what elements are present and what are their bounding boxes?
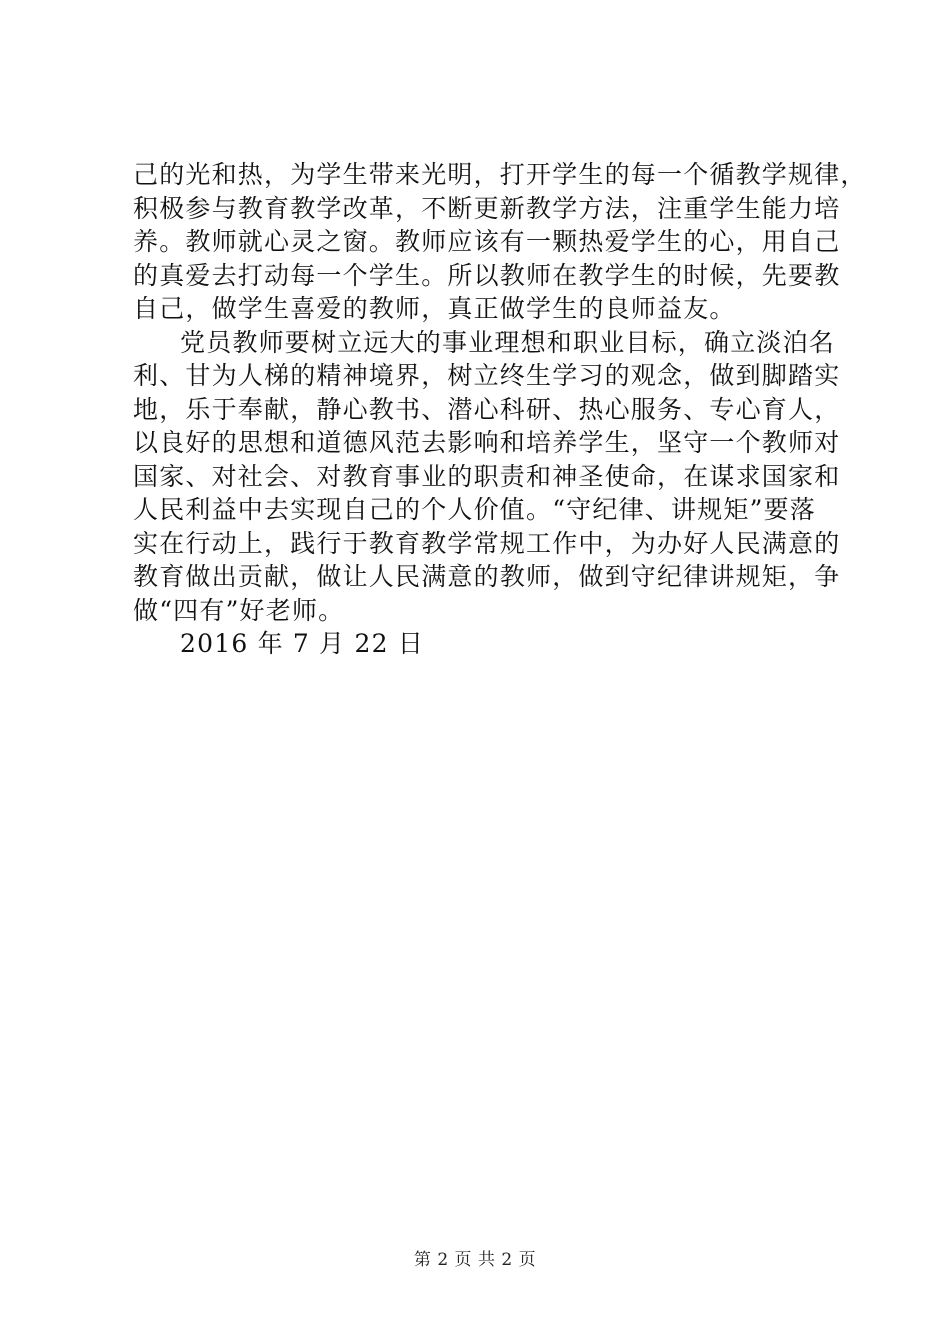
document-body <box>133 158 867 661</box>
paragraph-line: 教育做出贡献，做让人民满意的教师，做到守纪律讲规矩，争 <box>133 562 841 591</box>
paragraph-line: 人民利益中去实现自己的个人价值。“守纪律、讲规矩”要落 <box>133 495 816 524</box>
paragraph-line: 实在行动上，践行于教育教学常规工作中，为办好人民满意的 <box>133 528 841 558</box>
paragraph-line: 国家、对社会、对教育事业的职责和神圣使命，在谋求国家和 <box>133 461 841 491</box>
paragraph-line: 自己，做学生喜爱的教师，真正做学生的良师益友。 <box>133 294 736 323</box>
paragraph-line: 做“四有”好老师。 <box>133 595 345 625</box>
paragraph-line: 养。教师就心灵之窗。教师应该有一颗热爱学生的心，用自己 <box>133 227 841 256</box>
paragraph-line: 己的光和热，为学生带来光明，打开学生的每一个循教学规律， <box>133 160 867 189</box>
paragraph-line: 地，乐于奉献，静心教书、潜心科研、热心服务、专心育人， <box>133 394 841 424</box>
paragraph-line: 利、甘为人梯的精神境界，树立终生学习的观念，做到脚踏实 <box>133 361 841 390</box>
paragraph-line: 积极参与教育教学改革，不断更新教学方法，注重学生能力培 <box>133 193 841 223</box>
paragraph-line: 的真爱去打动每一个学生。所以教师在教学生的时候，先要教 <box>133 260 841 290</box>
paragraph-line: 党员教师要树立远大的事业理想和职业目标，确立淡泊名 <box>180 327 836 357</box>
page-number-footer: 第 2 页 共 2 页 <box>413 1250 537 1270</box>
document-date: 2016 年 7 月 22 日 <box>180 629 425 658</box>
paragraph-line: 以良好的思想和道德风范去影响和培养学生，坚守一个教师对 <box>133 428 841 457</box>
